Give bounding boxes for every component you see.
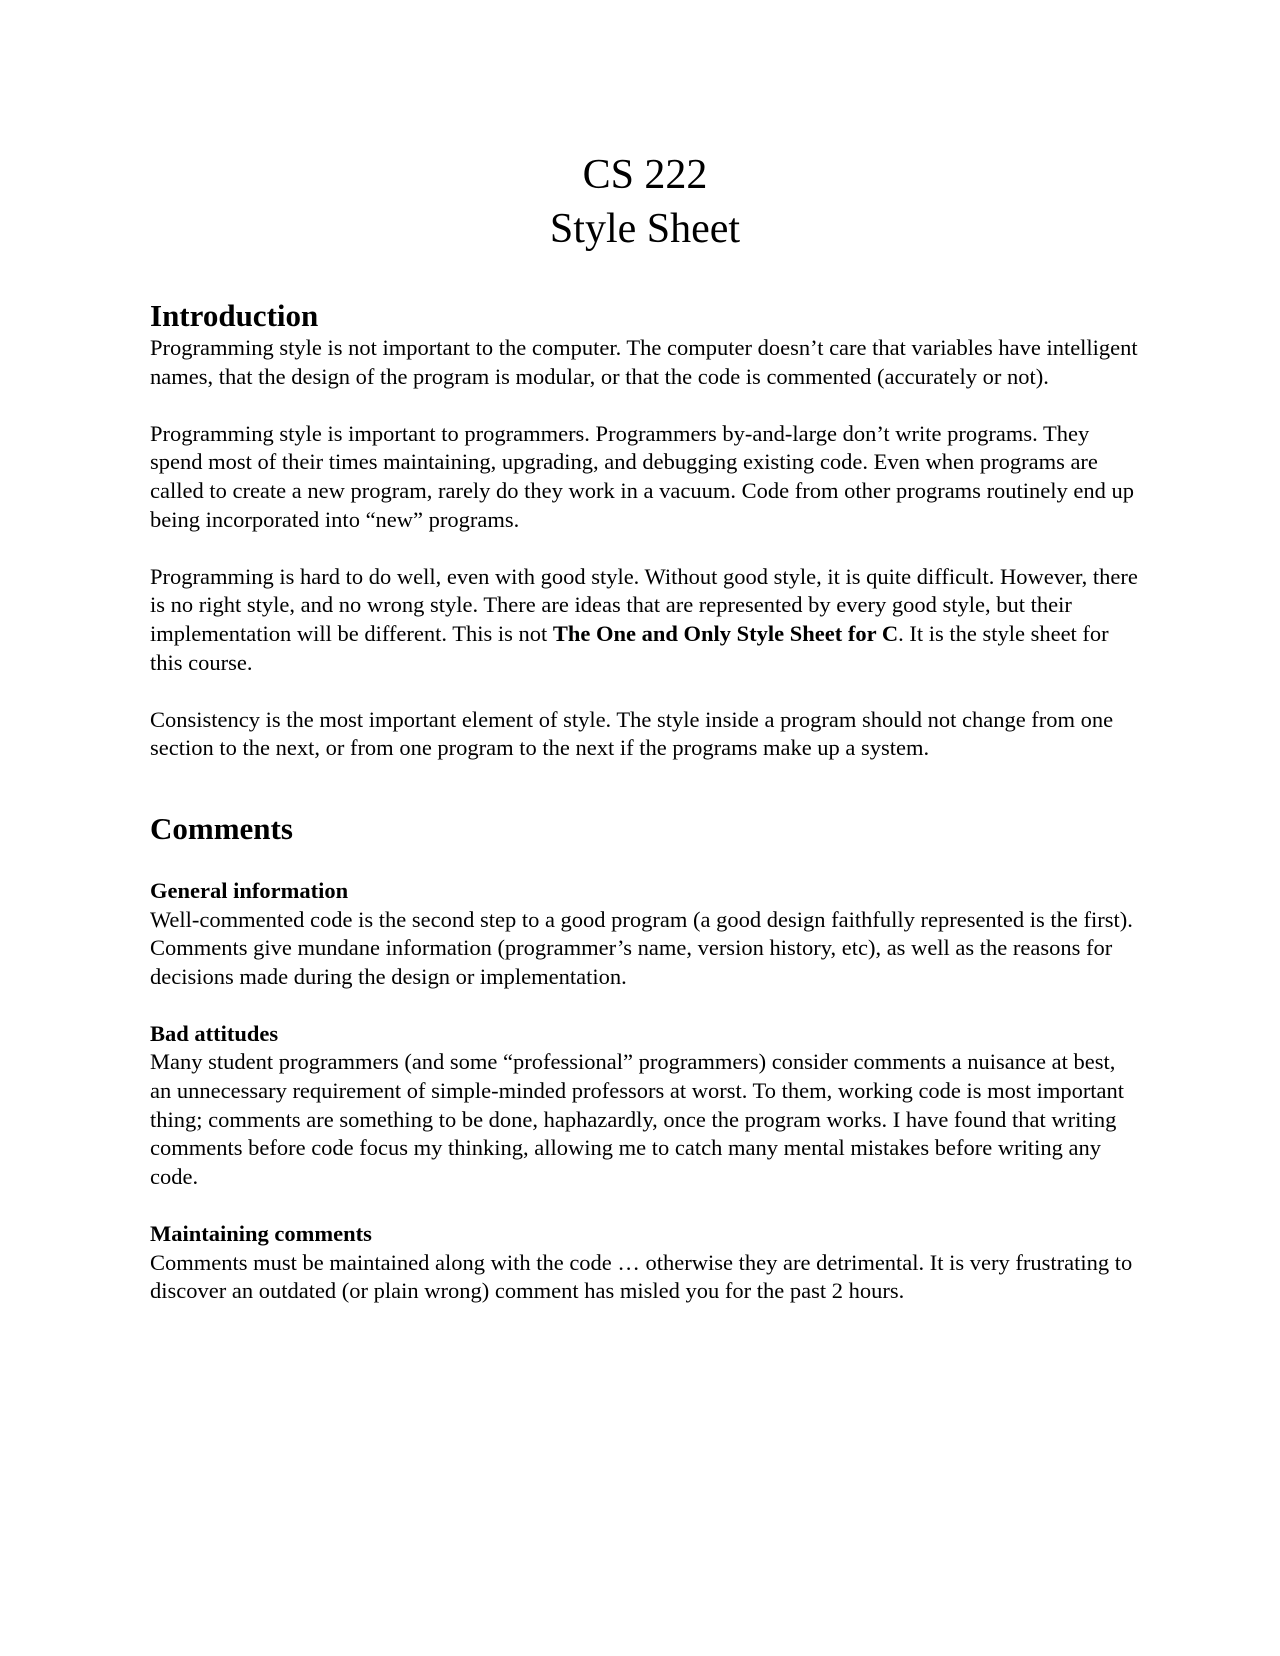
p3-text-before: Programming is hard to do well, even with good style. Without good style, it is quite difficult. However, there is no right style, and no wrong style. There are ideas that are represented by every good style, but their implementation will be different. This is not [150, 563, 1138, 646]
bad-attitudes-text: Many student programmers (and some “professional” programmers) consider comments a nuisance at best, an unnecessary requirement of simple-minded professors at worst. To them, working code is most important thing; comments are something to be done, haphazardly, once the program works. I have found that writing comments before code focus my thinking, allowing me to catch many mental mistakes before writing any code. [150, 1049, 1125, 1189]
title-course: CS 222 [582, 152, 708, 198]
general-information-text: Well-commented code is the second step to a good program (a good design faithfully represented is the first). Comments give mundane information (programmer’s name, version history, etc), as well as the reasons for decisions made during the design or implementation. [150, 906, 1133, 989]
introduction-section [150, 298, 1140, 763]
p3-bold-phrase: The One and Only Style Sheet for C [552, 620, 899, 646]
maintaining-comments-text: Comments must be maintained along with the code … otherwise they are detrimental. It is very frustrating to discover an outdated (or plain wrong) comment has misled you for the past 2 hours. [150, 1249, 1133, 1304]
comments-section [150, 811, 1140, 1306]
maintaining-comments-heading: Maintaining comments [150, 1221, 372, 1247]
comments-heading: Comments [150, 810, 293, 846]
introduction-paragraph-1: Programming style is not important to the computer. The computer doesn’t care that variables have intelligent names, that the design of the program is modular, or that the code is commented (accurately or not). [150, 335, 1138, 389]
document-title [150, 148, 1140, 256]
introduction-paragraph-2: Programming style is important to programmers. Programmers by-and-large don’t write programs. They spend most of their times maintaining, upgrading, and debugging existing code. Even when programs are called to create a new program, rarely do they work in a vacuum. Code from other programs routinely end up being incorporated into “new” programs. [150, 420, 1135, 532]
introduction-heading: Introduction [150, 298, 319, 333]
introduction-paragraph-4: Consistency is the most important element of style. The style inside a program should not change from one section to the next, or from one program to the next if the programs make up a system. [150, 706, 1114, 761]
introduction-paragraph-3 [150, 563, 1140, 677]
general-information-heading: General information [150, 877, 349, 903]
document-page [150, 148, 1140, 1306]
p3-text-after: . It is the style sheet for this course. [150, 620, 1109, 675]
bad-attitudes-heading: Bad attitudes [150, 1020, 279, 1046]
title-subject: Style Sheet [549, 206, 741, 252]
